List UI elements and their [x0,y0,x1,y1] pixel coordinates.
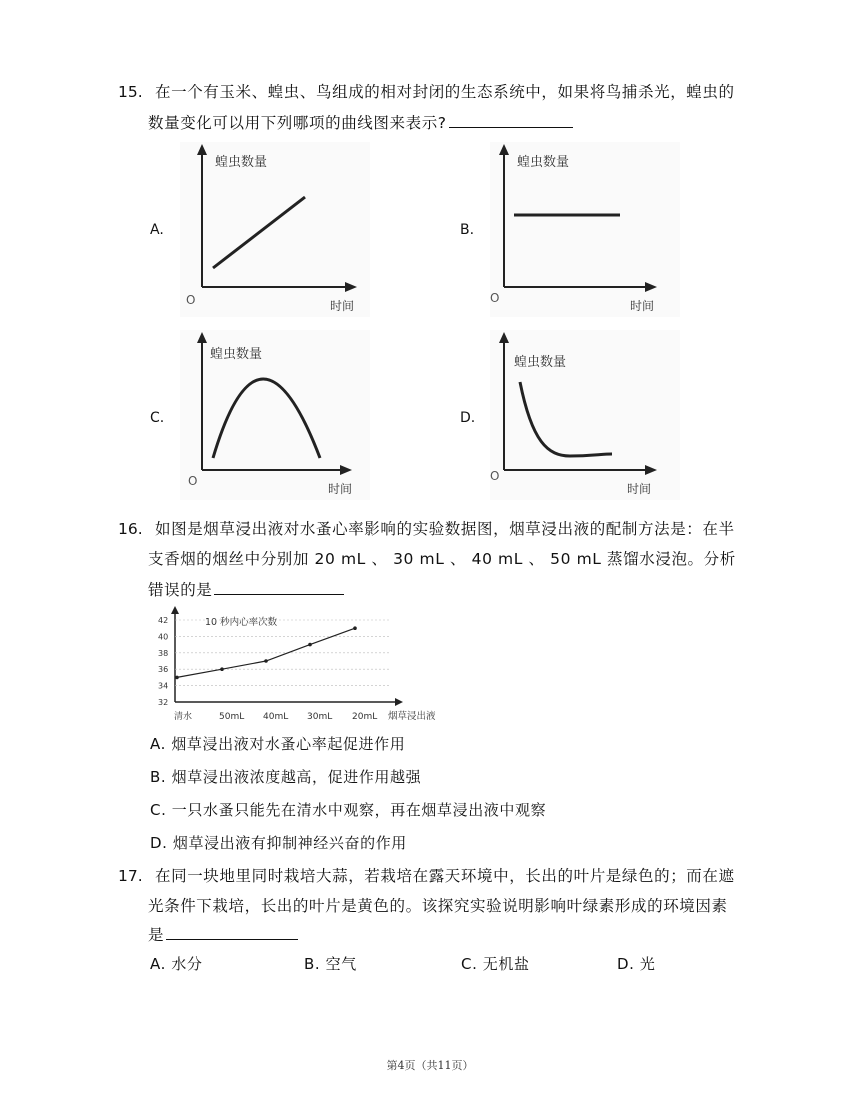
q17-option-a[interactable]: A. 水分 [150,955,203,973]
q15-graph-b-origin: O [490,291,500,305]
q16-answer-blank[interactable] [214,578,344,595]
q15-graph-c-origin: O [188,474,198,488]
q16-number: 16. [118,520,143,538]
q15-option-d-label: D. [460,410,476,426]
q15-option-b-label: B. [460,222,475,238]
q15-graph-a-xlabel: 时间 [330,299,355,313]
q15-line2-text: 数量变化可以用下列哪项的曲线图来表示? [148,114,447,132]
q15-answer-blank[interactable] [449,111,573,128]
chart-ytick-label: 42 [158,616,169,625]
chart-ytick-label: 32 [158,698,169,707]
q16-option-a[interactable]: A. 烟草浸出液对水蚤心率起促进作用 [150,735,406,753]
chart-xtick-label: 20mL [352,712,378,722]
q17-option-c[interactable]: C. 无机盐 [461,955,530,973]
q15-graph-a [180,142,370,317]
q16-option-d[interactable]: D. 烟草浸出液有抑制神经兴奋的作用 [150,834,407,852]
q17-option-d[interactable]: D. 光 [617,955,656,973]
q15-line1: 在一个有玉米、蝗虫、鸟组成的相对封闭的生态系统中，如果将鸟捕杀光，蝗虫的 [155,83,735,101]
chart-xtick-label: 清水 [174,712,193,722]
q17-option-b[interactable]: B. 空气 [304,955,357,973]
q15-graph-d-xlabel: 时间 [627,482,652,496]
chart-xtick-label: 50mL [219,712,245,722]
chart-data-point [175,676,179,680]
chart-title: 10 秒内心率次数 [205,617,278,628]
q15-graph-b-xlabel: 时间 [630,299,655,313]
chart-data-point [220,667,224,671]
q17-answer-blank[interactable] [166,923,298,940]
q15-graph-b-ylabel: 蝗虫数量 [517,155,570,170]
chart-xtick-label: 40mL [263,712,289,722]
q17-line3 [148,923,298,946]
chart-xtick-label: 30mL [307,712,333,722]
q17-line3-text: 是 [148,926,165,944]
q15-graph-d [490,330,680,500]
chart-ytick-label: 40 [158,632,169,642]
chart-ytick-label: 34 [158,681,169,691]
q15-graph-b [490,142,680,317]
q16-line1: 如图是烟草浸出液对水蚤心率影响的实验数据图，烟草浸出液的配制方法是：在半 [155,520,735,538]
q15-option-a-label: A. [150,222,164,238]
q16-line3-text: 错误的是 [148,581,213,599]
q15-graph-d-ylabel: 蝗虫数量 [514,355,567,370]
q15-graph-c-xlabel: 时间 [328,482,353,496]
q17-line2: 光条件下栽培，长出的叶片是黄色的。该探究实验说明影响叶绿素形成的环境因素 [148,897,728,915]
q15-graph-d-origin: O [490,469,500,483]
q15-option-c-label: C. [150,410,165,426]
q15-number: 15. [118,83,143,101]
chart-xlabel: 烟草浸出液 [388,711,436,722]
q15-graph-a-origin: O [186,293,196,307]
q15-graph-c-ylabel: 蝗虫数量 [210,347,263,362]
chart-data-point [308,643,312,647]
q17-line1: 在同一块地里同时栽培大蒜，若栽培在露天环境中，长出的叶片是绿色的；而在遮 [155,867,735,885]
page-footer: 第4页（共11页） [386,1059,474,1072]
q16-option-b[interactable]: B. 烟草浸出液浓度越高，促进作用越强 [150,768,422,786]
chart-data-point [353,626,357,630]
q15-graph-a-curve [213,197,305,268]
q15-graph-a-ylabel: 蝗虫数量 [215,155,268,170]
q16-option-c[interactable]: C. 一只水蚤只能先在清水中观察，再在烟草浸出液中观察 [150,801,547,819]
q15-graph-c-curve [213,379,320,458]
chart-ytick-label: 38 [158,648,169,658]
q15-line2 [148,111,573,134]
chart-ytick-label: 36 [158,665,169,675]
q17-number: 17. [118,867,143,885]
q16-line2: 支香烟的烟丝中分别加 20 mL 、 30 mL 、 40 mL 、 50 mL 蒸馏水浸泡。分析 [148,550,736,568]
q15-graph-d-curve [520,382,612,456]
chart-data-point [264,659,268,663]
q15-graph-c [180,330,370,500]
q16-line3 [148,578,344,601]
heart-rate-chart [150,605,470,725]
